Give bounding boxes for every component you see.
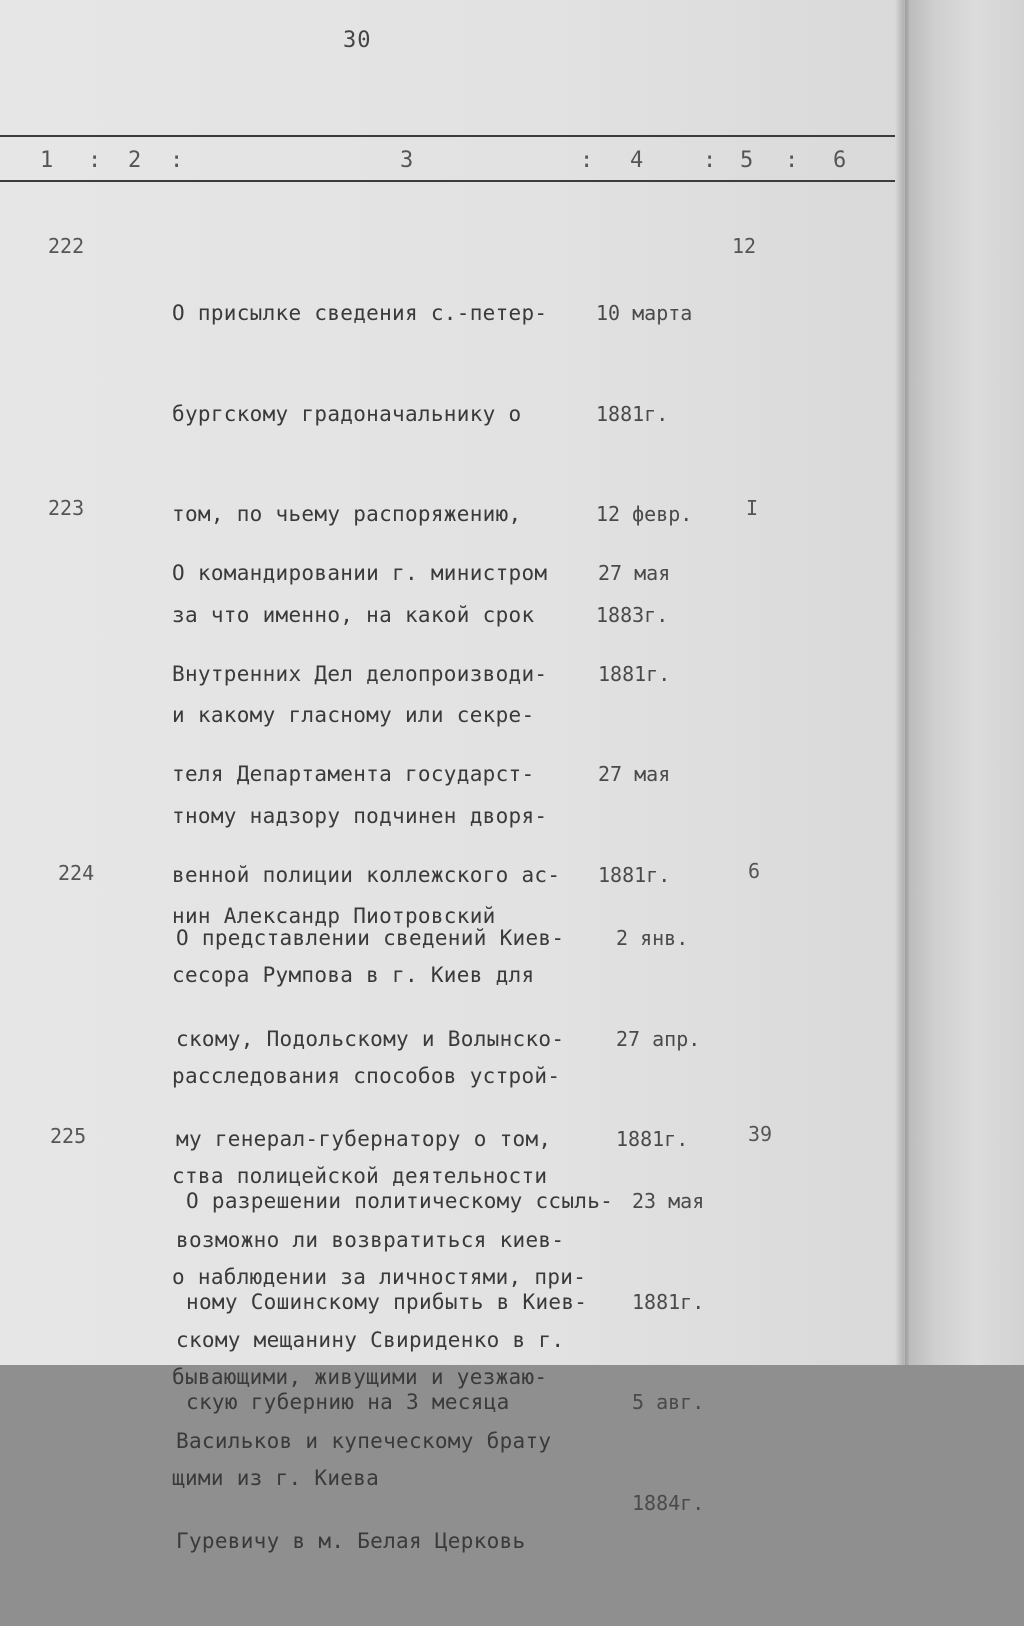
description-line: скому, Подольскому и Волынско- <box>176 1026 565 1051</box>
description-line: теля Департамента государст- <box>172 762 535 786</box>
page-number: 30 <box>343 28 372 53</box>
column-separator: : <box>785 148 799 173</box>
date-line: 1881г. <box>596 401 669 426</box>
page-fold-shadow <box>895 0 909 1365</box>
description-line: Васильков и купеческому брату <box>176 1428 552 1453</box>
description-line: о наблюдении за личностями, при- <box>172 1264 587 1289</box>
description-line: бывающими, живущими и уезжаю- <box>172 1365 548 1389</box>
date-line: 1881г. <box>598 862 671 887</box>
description-line: скую губернию на 3 месяца <box>186 1390 510 1414</box>
date-line: 23 мая <box>632 1189 705 1213</box>
entry-dates <box>632 1118 704 1587</box>
date-line: 27 апр. <box>616 1026 701 1051</box>
description-line: О присылке сведения с.-петер- <box>172 301 548 325</box>
description-line: за что именно, на какой срок <box>172 602 535 627</box>
column-header-2: 2 <box>128 148 142 173</box>
entry-number: 223 <box>48 496 85 520</box>
entry-sheet-count: 39 <box>748 1122 773 1146</box>
column-header-4: 4 <box>630 148 644 173</box>
date-line: 27 мая <box>598 561 671 585</box>
header-bottom-rule <box>0 180 895 182</box>
description-line: бургскому градоначальнику о <box>172 401 522 426</box>
date-line: 1883г. <box>596 602 669 627</box>
description-line: скому мещанину Свириденко в г. <box>176 1328 565 1352</box>
description-line: Внутренних Дел делопроизводи- <box>172 661 548 686</box>
underlying-page-edge <box>905 0 1024 1365</box>
column-header-1: 1 <box>40 148 54 173</box>
date-line: 5 авг. <box>632 1390 705 1414</box>
date-line: 1884г. <box>632 1490 705 1515</box>
column-separator: : <box>170 148 184 173</box>
description-line: О командировании г. министром <box>172 561 548 585</box>
entry-number: 222 <box>48 234 85 258</box>
description-line: щими из г. Киева <box>172 1465 380 1490</box>
description-line: и какому гласному или секре- <box>172 703 535 727</box>
entry-description <box>186 1118 613 1487</box>
column-header-5: 5 <box>740 148 754 173</box>
description-line: му генерал-губернатору о том, <box>176 1127 552 1151</box>
date-line: 1881г. <box>632 1289 705 1314</box>
column-separator: : <box>580 148 594 173</box>
date-line: 1881г. <box>598 661 671 686</box>
date-line: 27 мая <box>598 762 671 786</box>
date-line: 1881г. <box>616 1127 689 1151</box>
entry-sheet-count: 12 <box>732 234 757 258</box>
column-separator: : <box>88 148 102 173</box>
description-line: расследования способов устрой- <box>172 1063 561 1088</box>
entry-number: 224 <box>58 861 95 885</box>
date-line: 12 февр. <box>596 502 693 526</box>
description-line: том, по чьему распоряжению, <box>172 502 522 526</box>
entry-number: 225 <box>50 1124 87 1148</box>
date-line: 2 янв. <box>616 926 689 950</box>
date-line: 10 марта <box>596 301 693 325</box>
description-line: О разрешении политическому ссыль- <box>186 1189 614 1213</box>
description-line: сесора Румпова в г. Киев для <box>172 963 535 987</box>
description-line: О представлении сведений Киев- <box>176 926 565 950</box>
description-line: возможно ли возвратиться киев- <box>176 1227 565 1252</box>
entry-sheet-count: 6 <box>748 859 761 883</box>
description-line: Гуревичу в м. Белая Церковь <box>176 1529 526 1553</box>
column-separator: : <box>703 148 717 173</box>
description-line: ства полицейской деятельности <box>172 1164 548 1188</box>
column-header-6: 6 <box>833 148 847 173</box>
entry-sheet-count: I <box>746 496 759 520</box>
description-line: нин Александр Пиотровский <box>172 904 496 928</box>
description-line: венной полиции коллежского ас- <box>172 862 561 887</box>
description-line: ному Сошинскому прибыть в Киев- <box>186 1289 588 1314</box>
description-line: тному надзору подчинен дворя- <box>172 803 548 828</box>
header-top-rule <box>0 135 895 137</box>
column-header-3: 3 <box>400 148 414 173</box>
